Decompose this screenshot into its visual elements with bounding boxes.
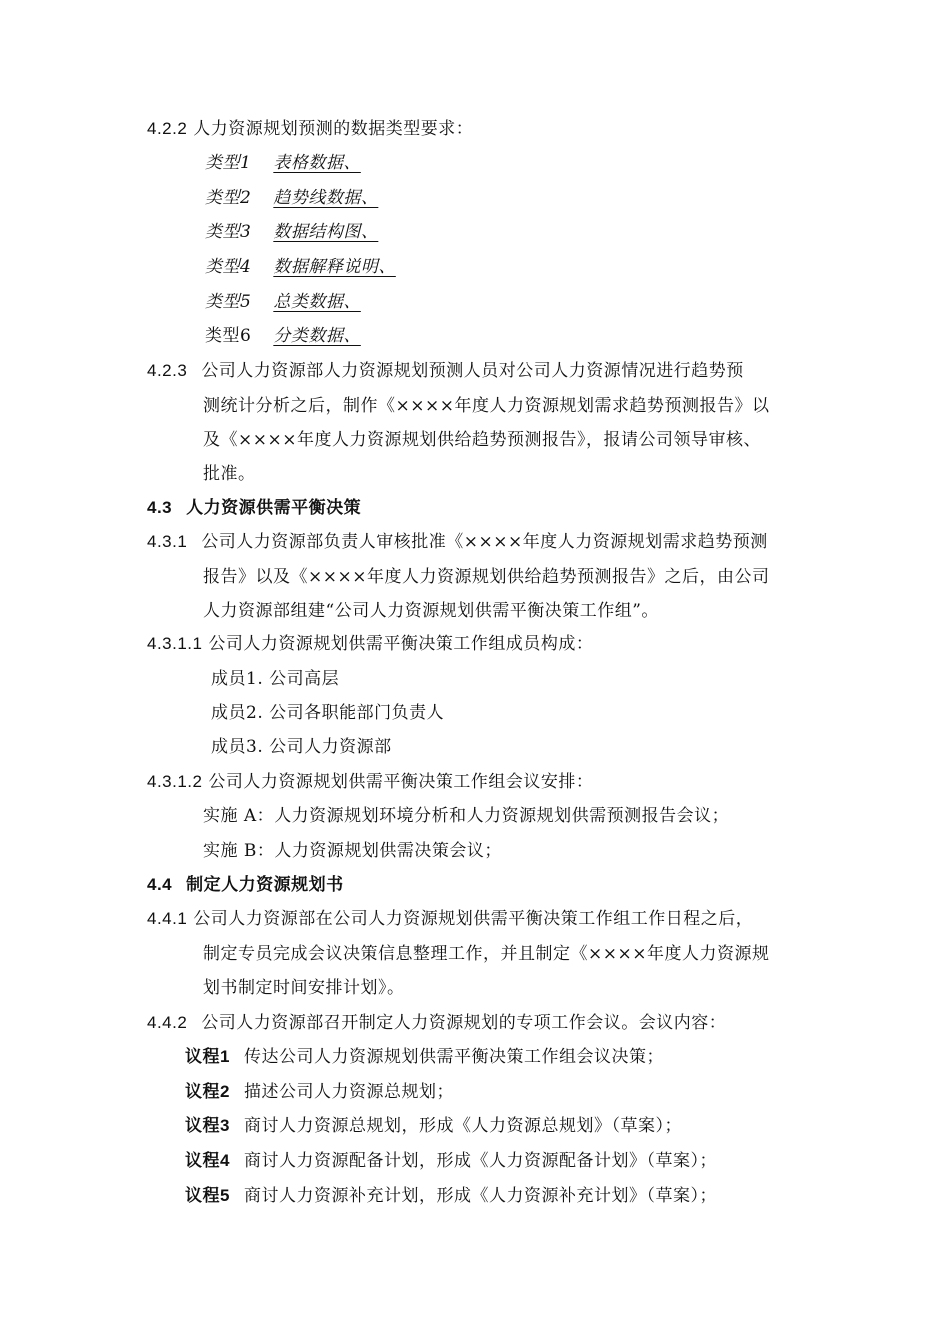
impl-label: 实施 B： [203, 841, 275, 861]
section-number: 4.3.1 [147, 532, 188, 551]
section-number: 4.2.2 [147, 119, 188, 138]
section-number: 4.2.3 [147, 361, 188, 380]
heading-4-3 [147, 496, 361, 520]
section-4-3-1 [147, 530, 768, 554]
type-label: 类型6 [205, 326, 252, 346]
agenda-item [185, 1184, 717, 1208]
paragraph-line: 报告》以及《××××年度人力资源规划供给趋势预测报告》之后，由公司 [203, 567, 770, 587]
section-text: 公司人力资源规划供需平衡决策工作组会议安排： [208, 772, 594, 792]
type-value: 表格数据、 [273, 153, 361, 173]
type-item [205, 151, 361, 175]
paragraph-line: 划书制定时间安排计划》。 [203, 978, 405, 998]
section-4-4-2 [147, 1011, 726, 1035]
member-item [211, 667, 339, 691]
member-value: 公司各职能部门负责人 [269, 703, 445, 723]
type-label: 类型2 [205, 188, 252, 208]
impl-item [203, 839, 502, 863]
type-label: 类型1 [205, 153, 252, 173]
agenda-label: 议程2 [185, 1082, 230, 1101]
section-number: 4.4.1 [147, 909, 188, 928]
type-item [205, 186, 378, 210]
heading-number: 4.4 [147, 875, 173, 894]
section-text: 公司人力资源部召开制定人力资源规划的专项工作会议。会议内容： [201, 1013, 727, 1033]
member-label: 成员2. [211, 703, 264, 723]
type-label: 类型3 [205, 222, 252, 242]
type-item [205, 324, 361, 348]
agenda-item [185, 1045, 664, 1069]
impl-value: 人力资源规划供需决策会议； [274, 841, 502, 861]
paragraph-line: 公司人力资源部在公司人力资源规划供需平衡决策工作组工作日程之后， [193, 909, 754, 929]
agenda-value: 描述公司人力资源总规划； [243, 1082, 454, 1102]
agenda-value: 商讨人力资源总规划，形成《人力资源总规划》（草案）； [243, 1116, 682, 1136]
type-value: 分类数据、 [273, 326, 361, 346]
type-item [205, 255, 396, 279]
section-4-2-3 [147, 359, 744, 383]
type-value: 数据结构图、 [273, 222, 379, 242]
section-4-3-1-1 [147, 632, 593, 656]
agenda-label: 议程4 [185, 1151, 230, 1170]
section-text: 人力资源规划预测的数据类型要求： [193, 119, 474, 139]
section-text: 公司人力资源规划供需平衡决策工作组成员构成： [208, 634, 594, 654]
paragraph-line: 公司人力资源部人力资源规划预测人员对公司人力资源情况进行趋势预 [201, 361, 744, 381]
type-label: 类型5 [205, 292, 252, 312]
paragraph-line: 制定专员完成会议决策信息整理工作，并且制定《××××年度人力资源规 [203, 944, 770, 964]
section-4-2-2 [147, 117, 473, 141]
heading-4-4 [147, 873, 344, 897]
type-value: 数据解释说明、 [273, 257, 396, 277]
agenda-value: 传达公司人力资源规划供需平衡决策工作组会议决策； [243, 1047, 664, 1067]
section-number: 4.3.1.1 [147, 634, 203, 653]
type-item [205, 290, 361, 314]
impl-label: 实施 A： [203, 806, 275, 826]
section-number: 4.3.1.2 [147, 772, 203, 791]
section-4-4-1 [147, 907, 753, 931]
heading-number: 4.3 [147, 498, 173, 517]
section-number: 4.4.2 [147, 1013, 188, 1032]
paragraph-line: 及《××××年度人力资源规划供给趋势预测报告》，报请公司领导审核、 [203, 430, 761, 450]
member-value: 公司高层 [269, 669, 340, 689]
agenda-value: 商讨人力资源补充计划，形成《人力资源补充计划》（草案）； [243, 1186, 717, 1206]
paragraph-line: 人力资源部组建“公司人力资源规划供需平衡决策工作组”。 [203, 601, 659, 621]
impl-value: 人力资源规划环境分析和人力资源规划供需预测报告会议； [274, 806, 730, 826]
member-label: 成员3. [211, 737, 264, 757]
agenda-value: 商讨人力资源配备计划，形成《人力资源配备计划》（草案）； [243, 1151, 717, 1171]
member-value: 公司人力资源部 [269, 737, 392, 757]
member-label: 成员1. [211, 669, 264, 689]
impl-item [203, 804, 729, 828]
paragraph-line: 公司人力资源部负责人审核批准《××××年度人力资源规划需求趋势预测 [201, 532, 768, 552]
agenda-item [185, 1114, 682, 1138]
type-value: 总类数据、 [273, 292, 361, 312]
member-item [211, 735, 392, 759]
agenda-item [185, 1149, 717, 1173]
type-value: 趋势线数据、 [273, 188, 379, 208]
agenda-label: 议程5 [185, 1186, 230, 1205]
type-item [205, 220, 378, 244]
member-item [211, 701, 444, 725]
agenda-label: 议程3 [185, 1116, 230, 1135]
agenda-label: 议程1 [185, 1047, 230, 1066]
paragraph-line: 批准。 [203, 464, 256, 484]
paragraph-line: 测统计分析之后，制作《××××年度人力资源规划需求趋势预测报告》以 [203, 396, 770, 416]
section-4-3-1-2 [147, 770, 593, 794]
type-label: 类型4 [205, 257, 252, 277]
heading-title: 制定人力资源规划书 [186, 875, 344, 894]
heading-title: 人力资源供需平衡决策 [186, 498, 362, 517]
agenda-item [185, 1080, 454, 1104]
